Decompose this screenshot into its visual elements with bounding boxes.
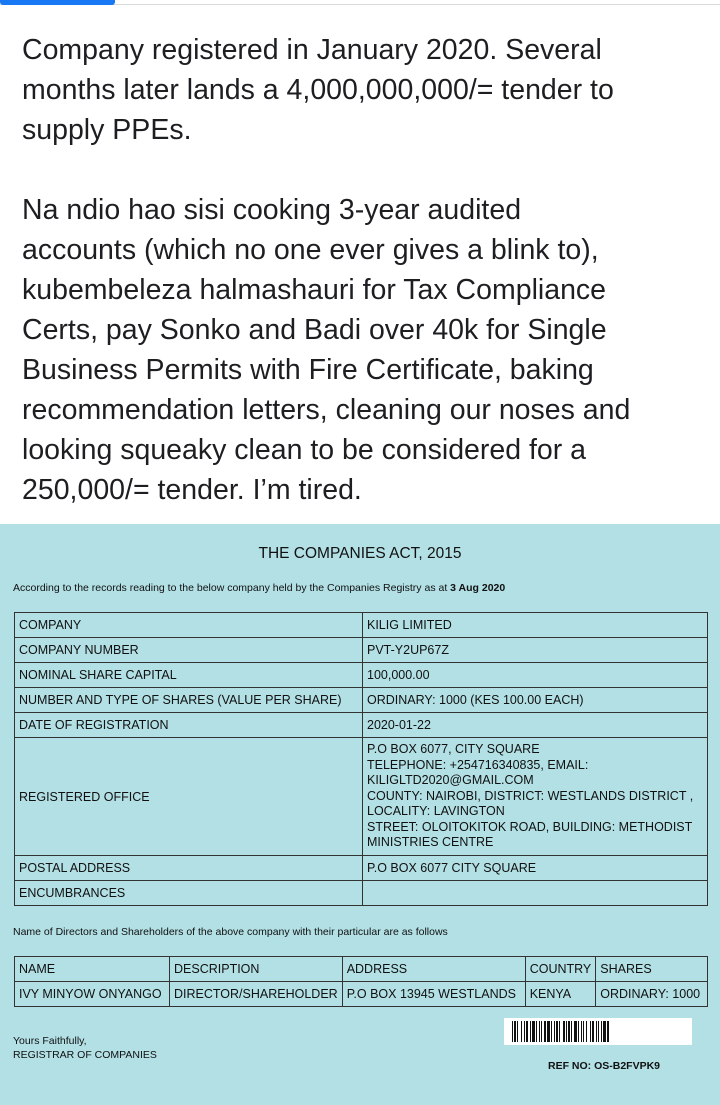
post-text [22,30,712,510]
record-label: DATE OF REGISTRATION [15,713,363,738]
table-row [15,881,708,906]
signoff-registrar: REGISTRAR OF COMPANIES [13,1049,157,1061]
reference-number: REF NO: OS-B2FVPK9 [548,1060,661,1072]
table-cell: DIRECTOR/SHAREHOLDER [170,982,343,1007]
record-label: REGISTERED OFFICE [15,738,363,856]
table-row [15,613,708,638]
record-label: ENCUMBRANCES [15,881,363,906]
signoff [13,1034,157,1062]
record-label: COMPANY NUMBER [15,638,363,663]
post-paragraph-2: Na ndio hao sisi cooking 3-year audited accounts (which no one ever gives a blink to), kubembeleza halmashauri for Tax Compliance Certs, pay Sonko and Badi over 40k for Single Business Permits with Fire Certificate, baking recommendation letters, cleaning our noses and looking squeaky clean to be considered for a 250,000/= tender. I’m tired. [22,194,631,506]
record-value: P.O BOX 6077, CITY SQUARE TELEPHONE: +254716340835, EMAIL: KILIGLTD2020@GMAIL.COM COUNTY: NAIROBI, DISTRICT: WESTLANDS DISTRICT , LOCALITY: LAVINGTON STREET: OLOITOKITOK ROAD, BUILDING: METHODIST MINISTRIES CENTRE [363,738,708,856]
table-row [15,688,708,713]
record-value: PVT-Y2UP67Z [363,638,708,663]
certificate-intro [13,582,505,594]
table-row [15,982,708,1007]
table-cell: ORDINARY: 1000 [596,982,708,1007]
barcode [504,1018,692,1045]
record-label: NUMBER AND TYPE OF SHARES (VALUE PER SHARE) [15,688,363,713]
table-cell: KENYA [525,982,596,1007]
certificate-title: THE COMPANIES ACT, 2015 [258,545,462,562]
post-paragraph-1: Company registered in January 2020. Several months later lands a 4,000,000,000/= tender to supply PPEs. [22,34,614,146]
record-value: 100,000.00 [363,663,708,688]
column-header: COUNTRY [525,957,596,982]
record-value: P.O BOX 6077 CITY SQUARE [363,856,708,881]
active-tab-indicator [0,0,115,5]
certificate-intro-text: According to the records reading to the below company held by the Companies Registry as at [13,582,451,594]
signoff-greeting: Yours Faithfully, [13,1035,87,1047]
table-row [15,713,708,738]
directors-intro: Name of Directors and Shareholders of the above company with their particular are as follows [13,926,448,938]
table-row [15,663,708,688]
record-label: COMPANY [15,613,363,638]
record-value: ORDINARY: 1000 (KES 100.00 EACH) [363,688,708,713]
table-row [15,856,708,881]
table-row [15,738,708,856]
record-label: POSTAL ADDRESS [15,856,363,881]
column-header: ADDRESS [342,957,525,982]
table-header-row [15,957,708,982]
record-value: 2020-01-22 [363,713,708,738]
registry-certificate-image[interactable] [0,524,720,1105]
column-header: NAME [15,957,170,982]
directors-table [14,956,708,1007]
column-header: DESCRIPTION [170,957,343,982]
table-row [15,638,708,663]
column-header: SHARES [596,957,708,982]
record-value: KILIG LIMITED [363,613,708,638]
table-cell: P.O BOX 13945 WESTLANDS [342,982,525,1007]
certificate-intro-date: 3 Aug 2020 [450,582,506,594]
company-records-table [14,612,708,906]
record-value [363,881,708,906]
table-cell: IVY MINYOW ONYANGO [15,982,170,1007]
record-label: NOMINAL SHARE CAPITAL [15,663,363,688]
barcode-bars [512,1021,684,1042]
